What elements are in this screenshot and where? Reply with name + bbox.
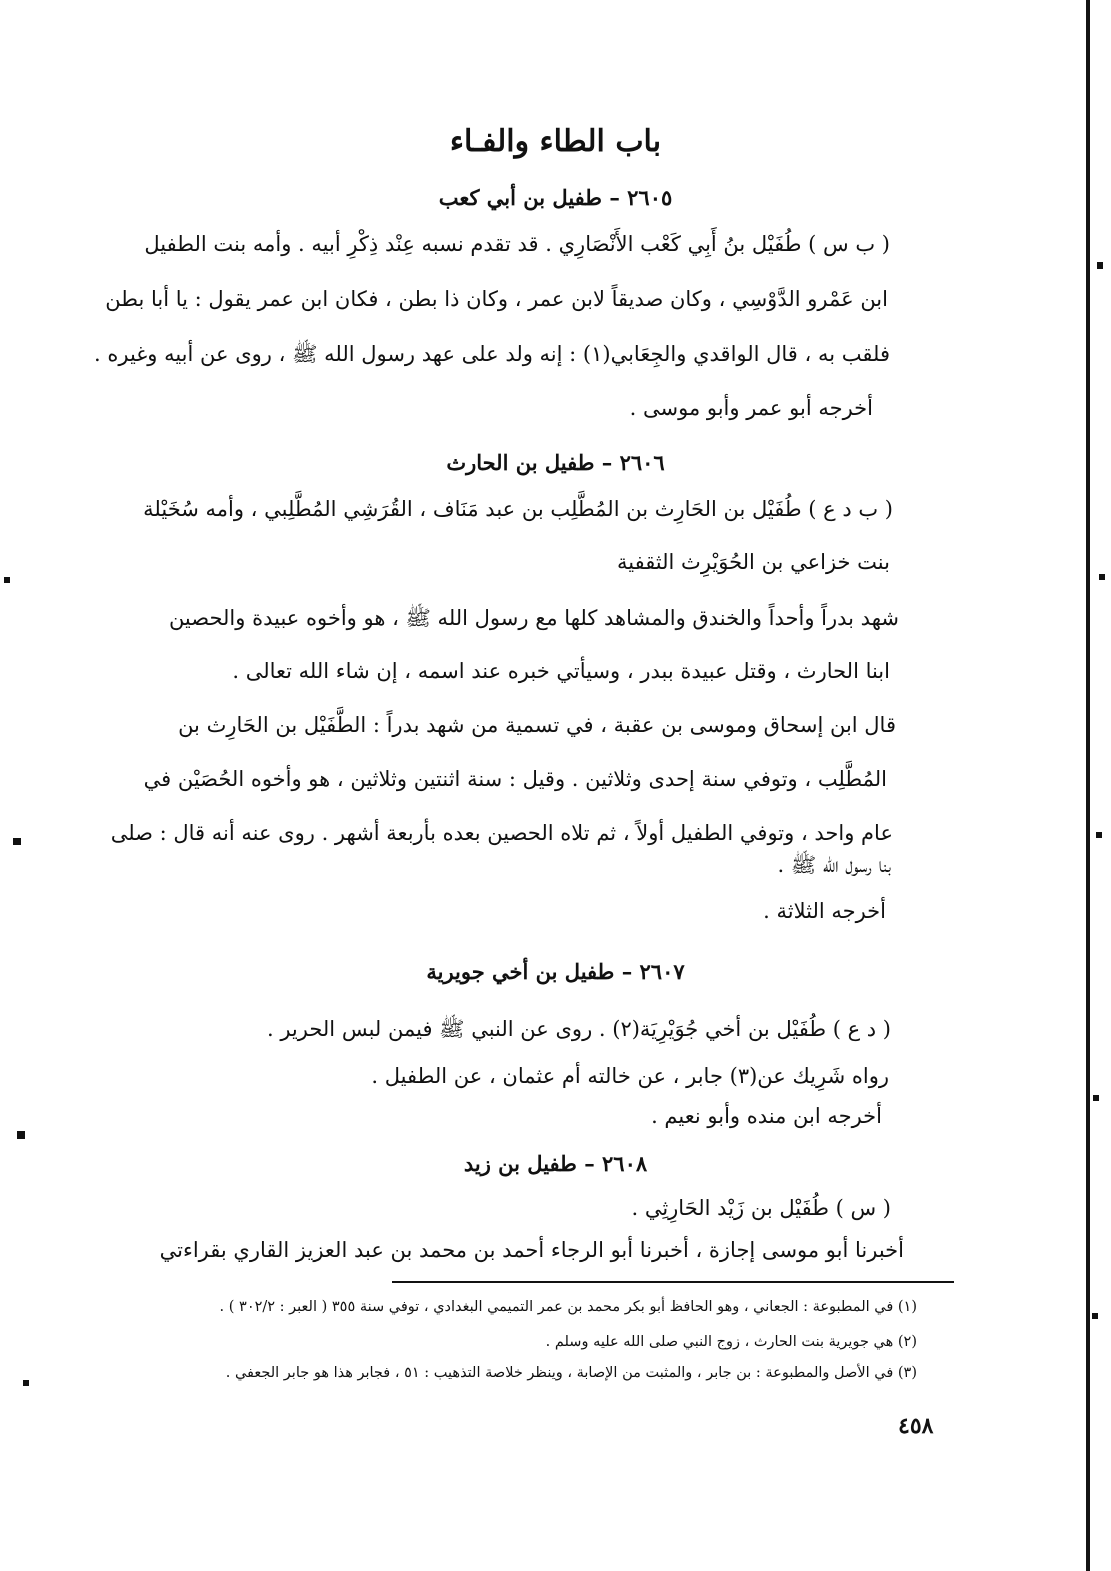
- entry-title: ٢٦٠٦ – طفيل بن الحارث: [446, 450, 665, 475]
- text-line: بنت خزاعي بن الحُوَيْرِث الثقفية: [616, 550, 890, 574]
- text-line: ابن عَمْرو الدَّوْسِي ، وكان صديقاً لابن عمر ، وكان ذا بطن ، فكان ابن عمر يقول : يا أبا بطن: [105, 287, 888, 311]
- text-line: عام واحد ، وتوفي الطفيل أولاً ، ثم تلاه الحصين بعده بأربعة أشهر . روى عنه أنه قال : صلى: [110, 821, 893, 845]
- scan-mark: [1096, 832, 1102, 838]
- footnote: (٢) هي جويرية بنت الحارث ، زوج النبي صلى الله عليه وسلم .: [545, 1334, 917, 1350]
- entry-title: ٢٦٠٨ – طفيل بن زيد: [463, 1151, 648, 1176]
- text-line: أخرجه أبو عمر وأبو موسى .: [629, 396, 873, 420]
- scan-mark: [1097, 262, 1103, 269]
- text-line: ( س ) طُفَيْل بن زَيْد الحَارِثِي .: [631, 1196, 891, 1220]
- scan-mark: [23, 1380, 29, 1386]
- scan-mark: [1092, 1313, 1098, 1319]
- scan-mark: [1099, 574, 1105, 580]
- text-line: فلقب به ، قال الواقدي والجِعَابي(١) : إنه ولد على عهد رسول الله ﷺ ، روى عن أبيه وغيره .: [94, 342, 890, 366]
- text-line: رواه شَرِيك عن(٣) جابر ، عن خالته أم عثمان ، عن الطفيل .: [371, 1064, 889, 1088]
- footnote: (٣) في الأصل والمطبوعة : بن جابر ، والمثبت من الإصابة ، وينظر خلاصة التذهيب : ٥١ ، فجابر هذا هو جابر الجعفي .: [225, 1365, 917, 1381]
- text-line: المُطَّلِب ، وتوفي سنة إحدى وثلاثين . وقيل : سنة اثنتين وثلاثين ، هو وأخوه الحُصَيْن في: [143, 767, 887, 791]
- chapter-title: باب الطاء والفـاء: [449, 124, 662, 159]
- page-number: ٤٥٨: [898, 1413, 934, 1439]
- text-line: ابنا الحارث ، وقتل عبيدة ببدر ، وسيأتي خبره عند اسمه ، إن شاء الله تعالى .: [232, 659, 890, 683]
- scan-mark: [4, 577, 10, 583]
- footnote: (١) في المطبوعة : الجعاني ، وهو الحافظ أبو بكر محمد بن عمر التميمي البغدادي ، توفي سنة ٣٥٥ ( العبر : ٣٠٢/٢ ) .: [219, 1299, 917, 1315]
- entry-title: ٢٦٠٧ – طفيل بن أخي جويرية: [426, 959, 685, 984]
- text-line: قال ابن إسحاق وموسى بن عقبة ، في تسمية من شهد بدراً : الطَّفَيْل بن الحَارِث بن: [178, 713, 896, 737]
- text-line: ( ب د ع ) طُفَيْل بن الحَارِث بن المُطَّلِب بن عبد مَنَاف ، القُرَشِي المُطَّلِبي ، وأمه سُخَيْلة: [143, 497, 893, 521]
- footnote-divider: [392, 1281, 954, 1283]
- text-line: بنا رسول الله ﷺ .: [777, 853, 891, 877]
- text-line: ( د ع ) طُفَيْل بن أخي جُوَيْرِيَة(٢) . روى عن النبي ﷺ فيمن لبس الحرير .: [266, 1017, 891, 1041]
- entry-title: ٢٦٠٥ – طفيل بن أبي كعب: [438, 185, 673, 210]
- scan-mark: [17, 1131, 25, 1139]
- text-line: شهد بدراً وأحداً والخندق والمشاهد كلها مع رسول الله ﷺ ، هو وأخوه عبيدة والحصين: [168, 606, 899, 630]
- scan-mark: [13, 838, 21, 845]
- text-line: أخبرنا أبو موسى إجازة ، أخبرنا أبو الرجاء أحمد بن محمد بن عبد العزيز القاري بقراءتي: [159, 1238, 904, 1262]
- text-line: أخرجه ابن منده وأبو نعيم .: [651, 1104, 882, 1128]
- scan-edge-rule: [1086, 0, 1090, 1571]
- scan-mark: [1093, 1095, 1099, 1101]
- text-line: ( ب س ) طُفَيْل بنُ أَبِي كَعْب الأَنْصَارِي . قد تقدم نسبه عِنْد ذِكْرِ أبيه . وأمه بنت الطفيل: [144, 232, 890, 256]
- text-line: أخرجه الثلاثة .: [763, 899, 886, 923]
